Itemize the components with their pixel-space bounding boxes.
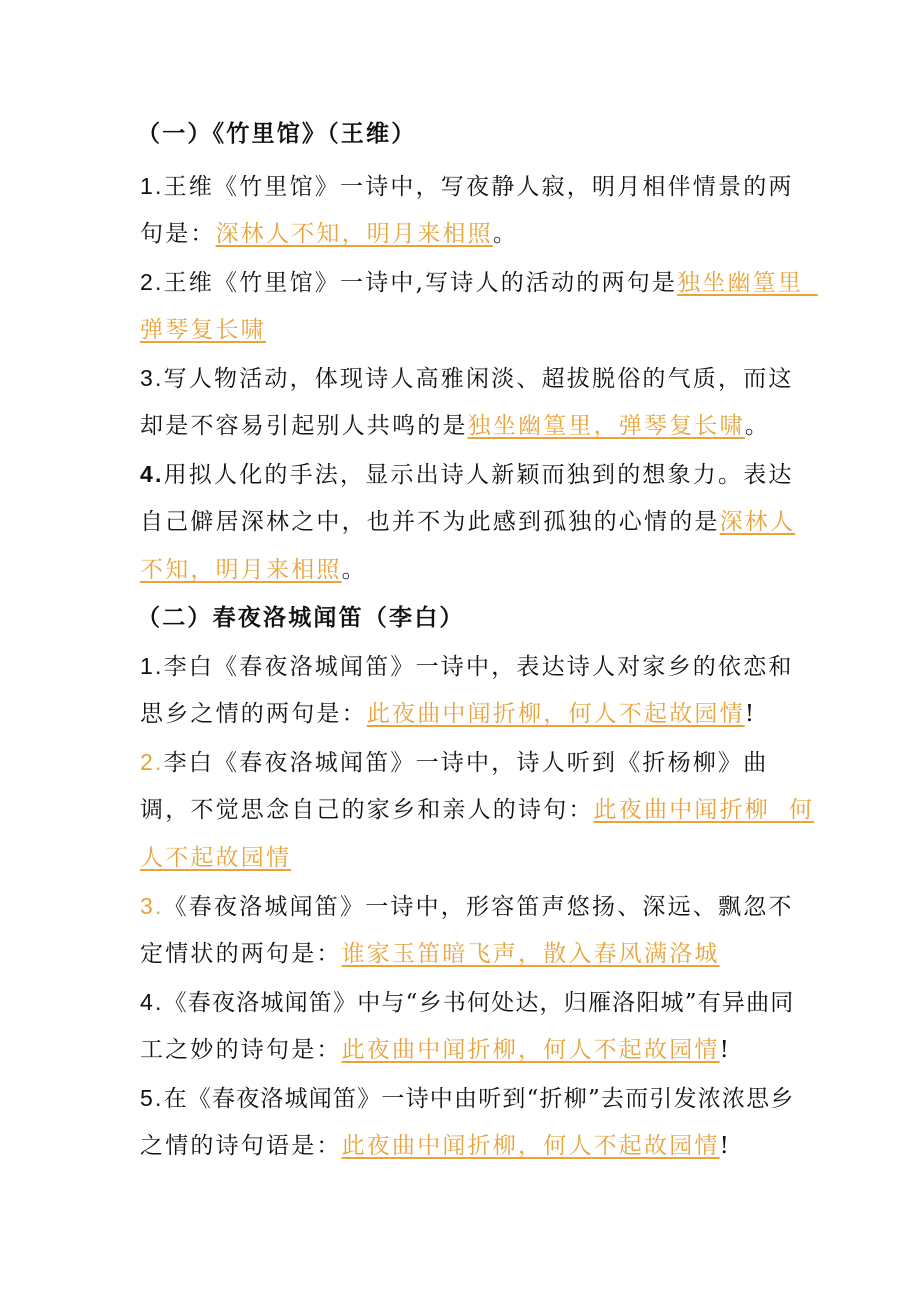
s2-q3-answer: 谁家玉笛暗飞声，散入春风满洛城 (341, 941, 720, 967)
s2-q3-text: 《春夜洛城闻笛》一诗中，形容笛声悠扬、深远、飘忽不 (163, 894, 794, 920)
s2-q5-num: 5. (140, 1085, 164, 1111)
section1-heading: （一）《竹里馆》（王维） (137, 120, 417, 147)
s1-q2-answer-a: 独坐幽篁里 (677, 270, 804, 296)
section2-heading: （二）春夜洛城闻笛（李白） (137, 604, 465, 631)
s1-q1-num: 1. (140, 173, 164, 199)
s2-q4-text-b: 工之妙的诗句是： (140, 1037, 342, 1063)
s2-q4-answer: 此夜曲中闻折柳，何人不起故园情 (341, 1037, 720, 1063)
s1-q3-answer: 独坐幽篁里，弹琴复长啸 (467, 413, 745, 439)
s2-q4-text: 《春夜洛城闻笛》中与“乡书何处达，归雁洛阳城”有异曲同 (163, 990, 795, 1016)
s1-q3-line1 (140, 362, 794, 395)
s1-q3-end: 。 (744, 413, 771, 439)
s2-q2-num: 2. (140, 749, 164, 775)
s1-q1-line1 (140, 170, 794, 203)
s2-q5-end: ! (719, 1133, 732, 1159)
s2-q2-answer-a: 此夜曲中闻折柳 何 (593, 797, 815, 823)
s1-q2-num: 2. (140, 269, 164, 295)
s2-q3-line2 (140, 938, 720, 970)
s2-q5-line1 (140, 1082, 795, 1115)
s1-q4-line1 (140, 458, 794, 491)
s2-q5-answer: 此夜曲中闻折柳，何人不起故园情 (341, 1133, 720, 1159)
s2-q3-num: 3. (140, 893, 164, 919)
s2-q1-end: ! (744, 701, 757, 727)
s1-q1-answer: 深林人不知，明月来相照 (215, 221, 493, 247)
s2-q2-line2 (140, 794, 814, 826)
s2-q4-line2 (140, 1034, 731, 1066)
s1-q1-text: 王维《竹里馆》一诗中，写夜静人寂，明月相伴情景的两 (163, 174, 794, 200)
s2-q3-line1 (140, 890, 794, 923)
s2-q5-text: 在《春夜洛城闻笛》一诗中由听到“折柳”去而引发浓浓思乡 (163, 1086, 795, 1112)
s1-q4-answer-a: 深林人 (719, 509, 796, 535)
s1-q4-num: 4. (140, 461, 164, 487)
s2-q2-line3 (140, 842, 291, 874)
s2-q2-line1 (140, 746, 768, 779)
s2-q5-text-b: 之情的诗句语是： (140, 1133, 342, 1159)
s2-q1-answer: 此夜曲中闻折柳，何人不起故园情 (366, 701, 745, 727)
s2-q5-line2 (140, 1130, 731, 1162)
s1-q2-line1 (140, 266, 818, 299)
s2-q3-text-b: 定情状的两句是： (140, 941, 342, 967)
s2-q1-num: 1. (140, 653, 164, 679)
s1-q4-text-b: 自己僻居深林之中，也并不为此感到孤独的心情的是 (140, 509, 720, 535)
s1-q4-line3 (140, 554, 367, 586)
s2-q1-line2 (140, 698, 756, 730)
s1-q4-text: 用拟人化的手法，显示出诗人新颖而独到的想象力。表达 (163, 462, 794, 488)
s2-q2-text: 李白《春夜洛城闻笛》一诗中，诗人听到《折杨柳》曲 (163, 750, 769, 776)
s1-q2-text: 王维《竹里馆》一诗中,写诗人的活动的两句是 (163, 270, 678, 296)
s1-q3-text: 写人物活动，体现诗人高雅闲淡、超拔脱俗的气质，而这 (163, 366, 794, 392)
s1-q2-answer-b: 弹琴复长啸 (140, 317, 266, 343)
s1-q1-line2 (140, 218, 518, 250)
s1-q1-text-b: 句是： (140, 221, 216, 247)
s1-q2-line2 (140, 314, 266, 346)
s1-q4-line2 (140, 506, 795, 538)
s2-q1-text-b: 思乡之情的两句是： (140, 701, 367, 727)
s1-q3-line2 (140, 410, 770, 442)
s1-q4-end: 。 (341, 557, 367, 583)
s2-q2-answer-b: 人不起故园情 (140, 845, 292, 871)
s2-q4-line1 (140, 986, 795, 1019)
s1-q1-end: 。 (492, 221, 519, 247)
s2-q1-text: 李白《春夜洛城闻笛》一诗中，表达诗人对家乡的依恋和 (163, 654, 794, 680)
s2-q4-end: ! (719, 1037, 732, 1063)
s2-q4-num: 4. (140, 989, 164, 1015)
s1-q3-num: 3. (140, 365, 164, 391)
s2-q2-text-b: 调，不觉思念自己的家乡和亲人的诗句： (140, 797, 594, 823)
s1-q3-text-b: 却是不容易引起别人共鸣的是 (140, 413, 468, 439)
s2-q1-line1 (140, 650, 794, 683)
s1-q4-answer-b: 不知，明月来相照 (140, 557, 342, 583)
